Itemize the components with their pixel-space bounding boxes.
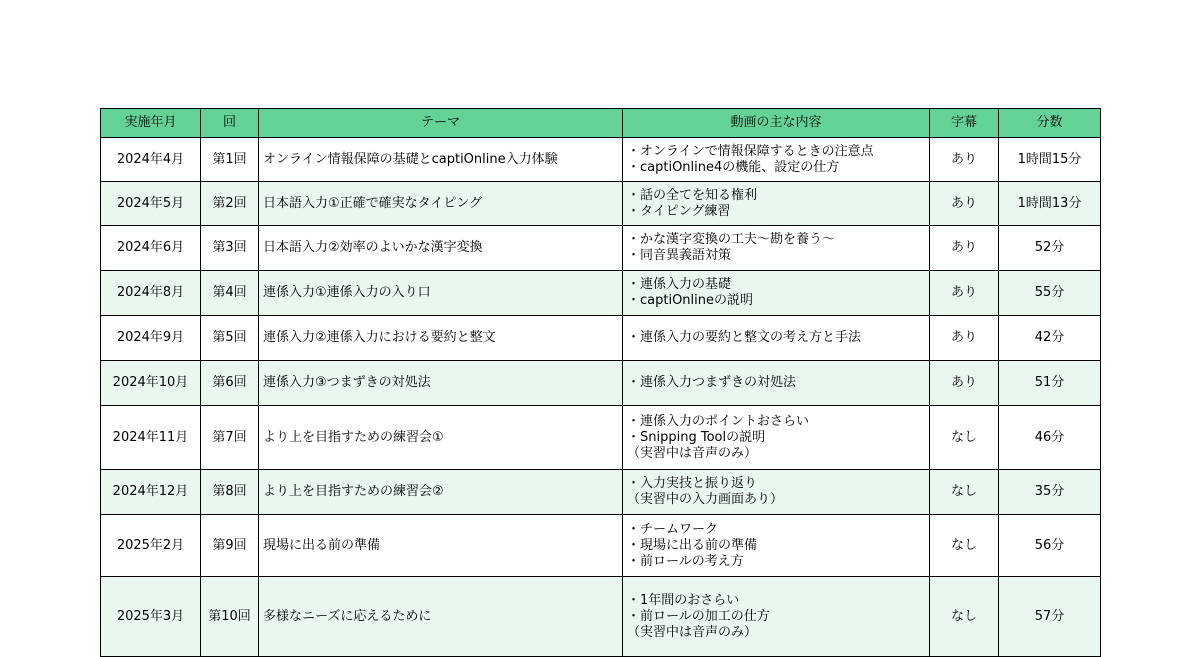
cell-session: 第10回 (201, 577, 259, 657)
cell-session: 第8回 (201, 470, 259, 515)
content-line: ・連係入力の要約と整文の考え方と手法 (627, 330, 862, 345)
table-row (101, 361, 1101, 406)
header-content: 動画の主な内容 (623, 109, 930, 138)
cell-content (623, 138, 930, 182)
content-line: （実習中は音声のみ） (627, 624, 758, 640)
cell-date: 2024年6月 (101, 226, 201, 271)
content-line: ・チームワーク (627, 521, 719, 537)
cell-theme: より上を目指すための練習会① (259, 406, 623, 470)
cell-content (623, 515, 930, 577)
cell-date: 2024年12月 (101, 470, 201, 515)
cell-minutes: 1時間13分 (999, 182, 1101, 226)
content-line: ・入力実技と振り返り (627, 476, 758, 491)
content-line: ・現場に出る前の準備 (627, 537, 758, 553)
cell-theme: 連係入力②連係入力における要約と整文 (259, 316, 623, 361)
header-session: 回 (201, 109, 259, 138)
cell-content (623, 271, 930, 316)
cell-date: 2025年2月 (101, 515, 201, 577)
cell-theme: より上を目指すための練習会② (259, 470, 623, 515)
content-line: ・captiOnline4の機能、設定の仕方 (627, 159, 840, 175)
cell-minutes: 55分 (999, 271, 1101, 316)
cell-subtitles: なし (930, 406, 999, 470)
cell-subtitles: なし (930, 577, 999, 657)
content-line: ・Snipping Toolの説明 (627, 429, 766, 445)
cell-session: 第4回 (201, 271, 259, 316)
cell-date: 2024年4月 (101, 138, 201, 182)
cell-theme: 多様なニーズに応えるために (259, 577, 623, 657)
cell-minutes: 51分 (999, 361, 1101, 406)
cell-minutes: 56分 (999, 515, 1101, 577)
cell-theme: 日本語入力①正確で確実なタイピング (259, 182, 623, 226)
cell-subtitles: あり (930, 138, 999, 182)
cell-content (623, 406, 930, 470)
content-line: ・1年間のおさらい (627, 592, 740, 608)
content-line: （実習中の入力画面あり） (627, 492, 784, 507)
cell-date: 2024年8月 (101, 271, 201, 316)
content-line: ・オンラインで情報保障するときの注意点 (627, 143, 874, 159)
table-row (101, 271, 1101, 316)
cell-content (623, 577, 930, 657)
cell-content (623, 470, 930, 515)
table-row (101, 515, 1101, 577)
content-line: ・話の全てを知る権利 (627, 187, 758, 203)
cell-session: 第2回 (201, 182, 259, 226)
header-theme: テーマ (259, 109, 623, 138)
header-minutes: 分数 (999, 109, 1101, 138)
content-line: （実習中は音声のみ） (627, 445, 758, 461)
content-line: ・連係入力つまずきの対処法 (627, 375, 797, 390)
table-row (101, 406, 1101, 470)
cell-minutes: 46分 (999, 406, 1101, 470)
content-line: ・連係入力のポイントおさらい (627, 413, 810, 429)
cell-content (623, 361, 930, 406)
cell-session: 第7回 (201, 406, 259, 470)
cell-date: 2024年5月 (101, 182, 201, 226)
content-line: ・タイピング練習 (627, 203, 731, 219)
table-body (101, 138, 1101, 657)
cell-date: 2024年11月 (101, 406, 201, 470)
cell-date: 2025年3月 (101, 577, 201, 657)
cell-minutes: 42分 (999, 316, 1101, 361)
cell-theme: 現場に出る前の準備 (259, 515, 623, 577)
cell-date: 2024年9月 (101, 316, 201, 361)
header-row (101, 109, 1101, 138)
schedule-table (100, 108, 1101, 657)
cell-minutes: 1時間15分 (999, 138, 1101, 182)
cell-subtitles: あり (930, 226, 999, 271)
table-row (101, 470, 1101, 515)
cell-minutes: 35分 (999, 470, 1101, 515)
cell-theme: 連係入力①連係入力の入り口 (259, 271, 623, 316)
cell-theme: 日本語入力②効率のよいかな漢字変換 (259, 226, 623, 271)
cell-minutes: 57分 (999, 577, 1101, 657)
cell-subtitles: あり (930, 316, 999, 361)
cell-session: 第5回 (201, 316, 259, 361)
cell-session: 第3回 (201, 226, 259, 271)
cell-theme: オンライン情報保障の基礎とcaptiOnline入力体験 (259, 138, 623, 182)
content-line: ・連係入力の基礎 (627, 277, 732, 292)
content-line: ・かな漢字変換の工夫～勘を養う～ (627, 232, 836, 247)
table-row (101, 182, 1101, 226)
cell-subtitles: なし (930, 470, 999, 515)
content-line: ・前ロールの加工の仕方 (627, 608, 770, 624)
cell-subtitles: あり (930, 361, 999, 406)
cell-subtitles: なし (930, 515, 999, 577)
table-row (101, 138, 1101, 182)
content-line: ・前ロールの考え方 (627, 553, 744, 569)
cell-session: 第1回 (201, 138, 259, 182)
header-subtitles: 字幕 (930, 109, 999, 138)
cell-subtitles: あり (930, 182, 999, 226)
table-row (101, 226, 1101, 271)
cell-content (623, 182, 930, 226)
cell-content (623, 316, 930, 361)
cell-session: 第6回 (201, 361, 259, 406)
cell-theme: 連係入力③つまずきの対処法 (259, 361, 623, 406)
content-line: ・captiOnlineの説明 (627, 293, 754, 308)
header-date: 実施年月 (101, 109, 201, 138)
cell-minutes: 52分 (999, 226, 1101, 271)
table-row (101, 316, 1101, 361)
cell-content (623, 226, 930, 271)
cell-date: 2024年10月 (101, 361, 201, 406)
cell-session: 第9回 (201, 515, 259, 577)
cell-subtitles: あり (930, 271, 999, 316)
table-row (101, 577, 1101, 657)
content-line: ・同音異義語対策 (627, 248, 732, 263)
